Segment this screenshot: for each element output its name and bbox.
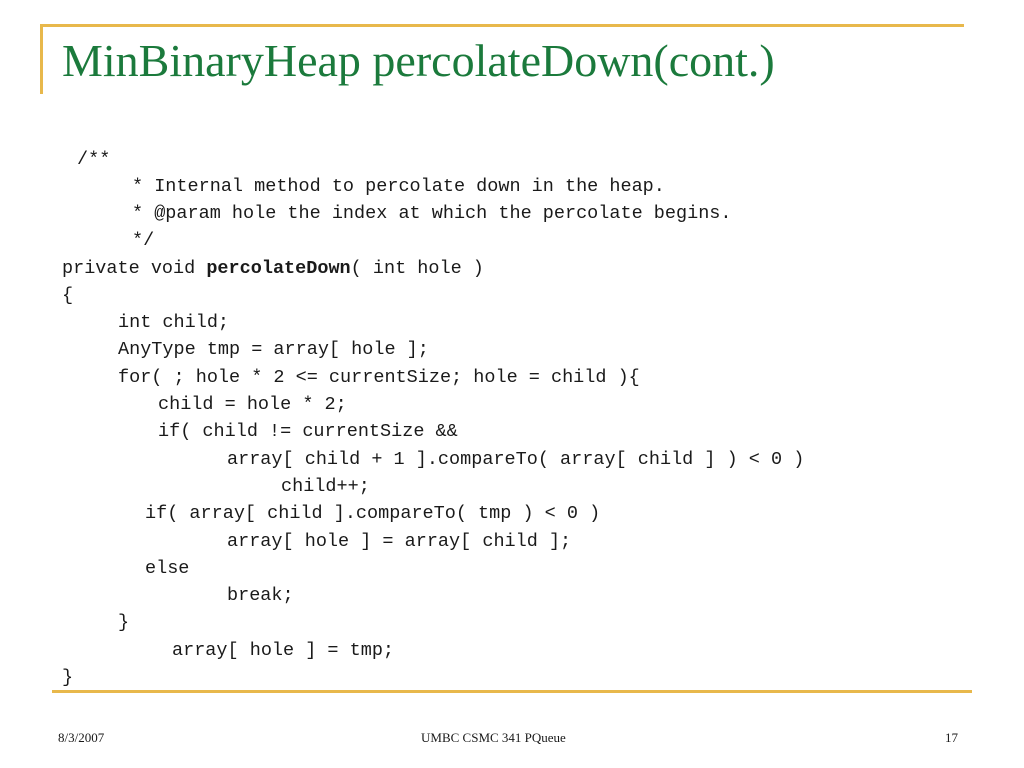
code-line: array[ child + 1 ].compareTo( array[ child ] ) < 0 ) [227, 449, 805, 470]
code-line: int child; [118, 312, 230, 333]
code-line: * @param hole the index at which the percolate begins. [132, 203, 732, 224]
footer-date: 8/3/2007 [58, 730, 105, 745]
code-line: if( array[ child ].compareTo( tmp ) < 0 ) [145, 503, 601, 524]
code-line: break; [227, 585, 294, 606]
slide-title: MinBinaryHeap percolateDown(cont.) [62, 35, 775, 86]
footer-divider [52, 690, 972, 693]
code-line: } [62, 667, 74, 688]
code-line: for( ; hole * 2 <= currentSize; hole = child ){ [118, 367, 640, 388]
method-name: percolateDown [206, 258, 351, 279]
accent-line-top [40, 24, 964, 27]
code-line: child++; [281, 476, 370, 497]
code-line: else [145, 558, 190, 579]
code-line: } [118, 612, 130, 633]
code-line: child = hole * 2; [158, 394, 347, 415]
code-line: * Internal method to percolate down in the heap. [132, 176, 665, 197]
code-line: AnyType tmp = array[ hole ]; [118, 339, 429, 360]
footer-course: UMBC CSMC 341 PQueue [421, 730, 566, 745]
code-line: */ [132, 230, 155, 251]
code-line: array[ hole ] = tmp; [172, 640, 395, 661]
code-line: array[ hole ] = array[ child ]; [227, 531, 572, 552]
code-params-text: ( int hole ) [350, 258, 484, 279]
code-line-signature [62, 260, 484, 279]
code-keyword-text: private void [62, 258, 207, 279]
code-line: if( child != currentSize && [158, 421, 458, 442]
code-line: /** [77, 149, 111, 170]
accent-line-left [40, 24, 43, 94]
code-line: { [62, 285, 74, 306]
footer-page-number: 17 [945, 730, 958, 745]
